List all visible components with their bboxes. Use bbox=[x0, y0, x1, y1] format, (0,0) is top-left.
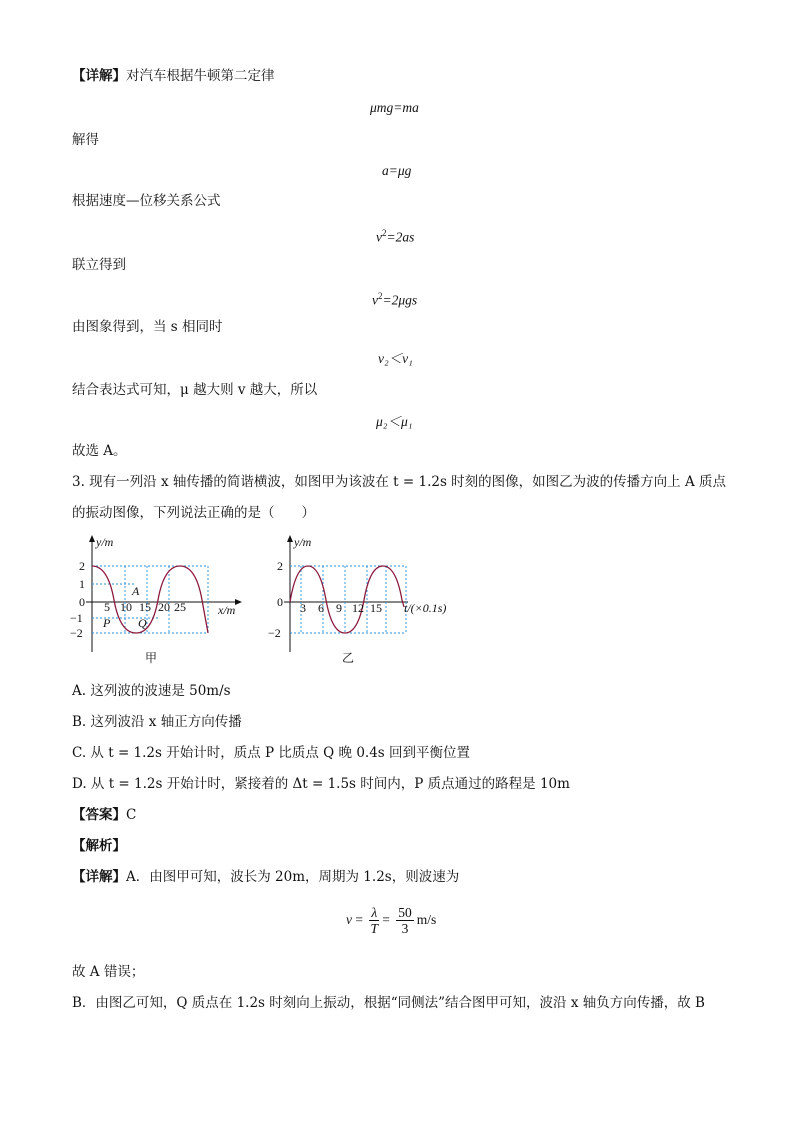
text-line-6: 结合表达式可知，μ 越大则 v 越大，所以 bbox=[72, 382, 318, 398]
eq4-rest: =2μgs bbox=[382, 292, 418, 308]
equation-3 bbox=[376, 224, 414, 247]
equation-5: v₂＜v₁ bbox=[378, 351, 413, 366]
x-axis-label: x/m bbox=[218, 603, 236, 617]
option-d: D. 从 t = 1.2s 开始计时，紧接着的 Δt = 1.5s 时间内，P 质点通过的路程是 10m bbox=[72, 776, 570, 792]
t-tick-3: 3 bbox=[300, 601, 306, 615]
y-tick-2: 2 bbox=[79, 559, 85, 573]
question-line-1: 3. 现有一列沿 x 轴传播的简谐横波，如图甲为该波在 t = 1.2s 时刻的图像，如图乙为波的传播方向上 A 质点 bbox=[72, 474, 726, 490]
t-tick-6: 6 bbox=[318, 601, 324, 615]
t-axis-label: t/(×0.1s) bbox=[404, 601, 447, 615]
frac-den-3: 3 bbox=[401, 921, 409, 937]
y-tick-neg2: −2 bbox=[70, 626, 83, 640]
guide-lines bbox=[290, 566, 406, 633]
point-a: A bbox=[132, 584, 140, 598]
wave-graph-jia bbox=[70, 532, 250, 667]
y-arrow bbox=[89, 535, 95, 542]
y-axis-label: y/m bbox=[96, 535, 114, 549]
fraction-lambda-t bbox=[369, 905, 379, 936]
x-tick-5: 5 bbox=[104, 600, 110, 614]
y-arrow bbox=[287, 535, 293, 542]
formula-unit: m/s bbox=[416, 912, 437, 927]
detail-line bbox=[72, 868, 459, 886]
eq3-rest: =2as bbox=[386, 229, 415, 245]
option-c: C. 从 t = 1.2s 开始计时，质点 P 比质点 Q 晚 0.4s 回到平衡位置 bbox=[72, 745, 471, 761]
text-line-7: 故选 A。 bbox=[72, 443, 127, 459]
x-tick-10: 10 bbox=[120, 600, 132, 614]
option-b-analysis: B．由图乙可知，Q 质点在 1.2s 时刻向上振动，根据“同侧法”结合图甲可知，波沿 x 轴负方向传播，故 B bbox=[72, 995, 705, 1011]
answer-tag: 【答案】 bbox=[72, 807, 126, 823]
frac-num-lambda: λ bbox=[371, 905, 378, 921]
equation-6: μ₂＜μ₁ bbox=[376, 414, 413, 429]
x-tick-25: 25 bbox=[174, 600, 186, 614]
option-b: B. 这列波沿 x 轴正方向传播 bbox=[72, 714, 242, 730]
text-line-2: 解得 bbox=[72, 132, 99, 148]
equation-2: a=μg bbox=[382, 163, 412, 178]
y-tick-0: 0 bbox=[79, 595, 85, 609]
eq3-v: v bbox=[376, 229, 382, 245]
text-line-3: 根据速度—位移关系公式 bbox=[72, 193, 221, 209]
y-tick-neg2: −2 bbox=[268, 626, 281, 640]
option-a: A. 这列波的波速是 50m/s bbox=[72, 683, 231, 699]
detail-a-text: A．由图甲可知，波长为 20m，周期为 1.2s，则波速为 bbox=[126, 869, 460, 885]
vibration-graph-yi bbox=[268, 532, 468, 667]
answer-value: C bbox=[126, 807, 137, 823]
formula-v: v bbox=[346, 912, 352, 927]
velocity-formula: v = $\frac{\lambda}{T}$ = $\frac{50}{3}$ m/s bbox=[346, 905, 437, 937]
frac-den-t: T bbox=[370, 921, 379, 937]
x-tick-15: 15 bbox=[139, 600, 151, 614]
frac-num-50: 50 bbox=[398, 905, 412, 921]
text-line-4: 联立得到 bbox=[72, 257, 126, 273]
detail-line-1 bbox=[72, 67, 275, 85]
point-p: P bbox=[103, 616, 111, 630]
y-tick-neg1: −1 bbox=[70, 611, 83, 625]
caption-jia: 甲 bbox=[145, 651, 158, 665]
text-line-5: 由图象得到，当 s 相同时 bbox=[72, 319, 223, 335]
eq4-v: v bbox=[372, 292, 378, 308]
analysis-tag: 【解析】 bbox=[72, 838, 126, 854]
question-line-2: 的振动图像，下列说法正确的是（ ） bbox=[72, 505, 315, 521]
y-tick-0: 0 bbox=[277, 595, 283, 609]
y-axis-label: y/m bbox=[294, 535, 312, 549]
fraction-50-3 bbox=[396, 905, 414, 936]
x-tick-20: 20 bbox=[158, 600, 170, 614]
y-tick-1: 1 bbox=[79, 577, 85, 591]
equation-4 bbox=[372, 287, 417, 310]
detail-text: 对汽车根据牛顿第二定律 bbox=[126, 68, 275, 84]
equation-1: μmg=ma bbox=[370, 100, 419, 115]
detail-tag-2: 【详解】 bbox=[72, 869, 126, 885]
point-q: Q bbox=[138, 616, 147, 630]
detail-tag: 【详解】 bbox=[72, 68, 126, 84]
t-tick-12: 12 bbox=[352, 601, 364, 615]
y-tick-2: 2 bbox=[277, 559, 283, 573]
x-arrow bbox=[235, 599, 242, 605]
caption-yi: 乙 bbox=[342, 651, 355, 665]
conclusion-a: 故 A 错误； bbox=[72, 964, 145, 980]
t-tick-9: 9 bbox=[336, 601, 342, 615]
t-tick-15: 15 bbox=[370, 601, 382, 615]
eq4-sup: 2 bbox=[378, 291, 383, 301]
answer-line bbox=[72, 806, 136, 824]
vibration-curve bbox=[290, 566, 404, 633]
eq3-sup: 2 bbox=[382, 228, 387, 238]
